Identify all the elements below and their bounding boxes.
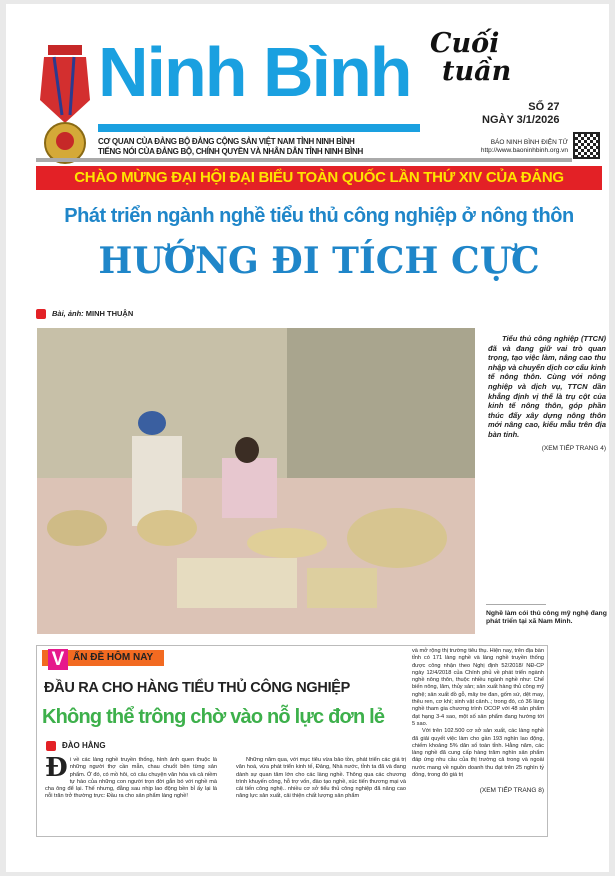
subtitle-line: TIẾNG NÓI CỦA ĐẢNG BỘ, CHÍNH QUYỀN VÀ NHÂN DÂN TỈNH NINH BÌNH <box>98 147 363 156</box>
feature-author <box>46 741 106 751</box>
paragraph: Với trên 102.500 cơ sở sản xuất, các làng nghề đã giải quyết việc làm cho gần 193 nghìn lao động, chiếm khoảng 5% dân số toàn tỉnh. Hằng năm, các làng nghề đã cung cấp hàng trăm nghìn sản phẩm đáp ứng nhu cầu của thị trường cả trong và ngoài nước mang về nguồn doanh thu đạt trên 25 nghìn tỷ đồng, trong đó giá trị <box>412 728 544 779</box>
edition-word: Cuối <box>430 28 500 59</box>
issue-number: SỐ 27 <box>528 101 560 113</box>
website-url[interactable]: http://www.baoninhbinh.org.vn <box>480 147 568 154</box>
congress-banner: CHÀO MỪNG ĐẠI HỘI ĐẠI BIỂU TOÀN QUỐC LẦN THỨ XIV CỦA ĐẢNG <box>36 166 602 190</box>
issue-info <box>482 101 559 127</box>
subtitle-line: CƠ QUAN CỦA ĐẢNG BỘ ĐẢNG CỘNG SẢN VIỆT NAM TỈNH NINH BÌNH <box>98 137 355 146</box>
lead-sapo: Tiểu thủ công nghiệp (TTCN) đã và đang giữ vai trò quan trọng, tạo việc làm, nâng cao thu nhập và chuyển dịch cơ cấu kinh tế nông thôn. Cùng với nông nghiệp và dịch vụ, TTCN dần khẳng định vị thế là trụ cột của kinh tế nông thôn, góp phần thúc đẩy xây dựng nông thôn mới nâng cao, kiểu mẫu trên địa bàn tỉnh. <box>488 334 606 439</box>
pen-icon <box>46 741 56 751</box>
section-tag-letter: V <box>48 649 68 670</box>
continued-page-4[interactable]: (XEM TIẾP TRANG 4) <box>541 444 606 452</box>
lead-sidebar <box>488 334 606 452</box>
paragraph: và mở rộng thị trường tiêu thụ. Hiện nay, trên địa bàn tỉnh có 171 làng nghề và làng nghề truyền thống được công nhận theo Nghị định 52/2018/ NĐ-CP ngày 12/4/2018 của Chính phủ về phát triển ngành nghề nông thôn, thuộc nhiều ngành nghề như: Chế biến nông, lâm, thủy sản; sản xuất hàng thủ công mỹ nghệ; sản xuất đồ gỗ, mây tre đan, gốm sứ, dệt may, thêu ren, cơ khí; sinh vật cảnh..; trong đó, có 36 làng nghề tham gia chương trình OCOP với 48 sản phẩm đạt hạng 3-4 sao, một số sản phẩm đang hướng tới 5 sao. <box>412 648 544 727</box>
edition-word: tuần <box>442 56 512 87</box>
masthead-subtitle <box>98 137 428 157</box>
divider <box>36 158 572 162</box>
medal-emblem-icon <box>36 45 94 165</box>
pen-icon <box>36 309 46 319</box>
divider <box>486 604 546 605</box>
online-info <box>440 139 568 155</box>
photo-caption: Nghề làm cói thủ công mỹ nghệ đang phát triển tại xã Nam Minh. <box>486 610 607 626</box>
section-tag-text: ẤN ĐỀ HÔM NAY <box>73 652 154 663</box>
continued-page-8[interactable]: (XEM TIẾP TRANG 8) <box>479 787 544 795</box>
lead-headline[interactable]: Phát triển ngành nghề tiểu thủ công nghiệp ở nông thôn <box>64 205 574 227</box>
issue-date: NGÀY 3/1/2026 <box>482 114 560 126</box>
author-name: ĐÀO HẰNG <box>62 741 106 751</box>
lead-photo[interactable] <box>37 328 475 634</box>
feature-column-1 <box>45 753 217 801</box>
masthead-title: Ninh Bình <box>98 33 411 111</box>
feature-column-3 <box>412 648 544 795</box>
feature-kicker[interactable]: ĐẦU RA CHO HÀNG TIỂU THỦ CÔNG NGHIỆP <box>44 680 351 696</box>
byline-label: Bài, ảnh: <box>52 309 84 318</box>
lead-headline-main[interactable]: HƯỚNG ĐI TÍCH CỰC <box>98 240 540 282</box>
qr-code-icon <box>573 132 600 159</box>
drop-cap: Đ <box>45 753 68 783</box>
byline-name: MINH THUẬN <box>85 309 134 318</box>
feature-headline[interactable]: Không thể trông chờ vào nỗ lực đơn lẻ <box>42 706 385 728</box>
masthead-bar <box>98 124 420 132</box>
feature-column-2: Những năm qua, với mục tiêu vừa bảo tồn, phát triển các giá trị văn hoá, vừa phát triển kinh tế, Đảng, Nhà nước, tỉnh ta đã và đang dành sự quan tâm lớn cho các làng nghề. Thông qua các chương trình khuyến công, hỗ trợ vốn, đào tạo nghề, xúc tiến thương mại và cải tiến công nghệ.. nhiều cơ sở tiểu thủ công nghiệp đã nâng cao năng lực sản xuất, cải thiện chất lượng sản phẩm <box>236 757 406 800</box>
weekend-edition-label <box>430 30 511 86</box>
column-text: i về các làng nghề truyền thống, hình ảnh quen thuộc là những người thợ cần mẫn, chau chuốt bên từng sản phẩm. Ở đó, có mồ hôi, có câu chuyện văn hóa và cả niềm tự hào của những con người trọn đời gắn bó với nghề mà cha ông để lại. Thế nhưng, đằng sau nhịp lao động bền bỉ ấy lại là nỗi trăn trở thường trực: Đầu ra cho sản phẩm làng nghề! <box>45 757 217 800</box>
lead-byline <box>36 309 133 319</box>
online-label: BÁO NINH BÌNH ĐIỆN TỬ <box>490 139 568 146</box>
